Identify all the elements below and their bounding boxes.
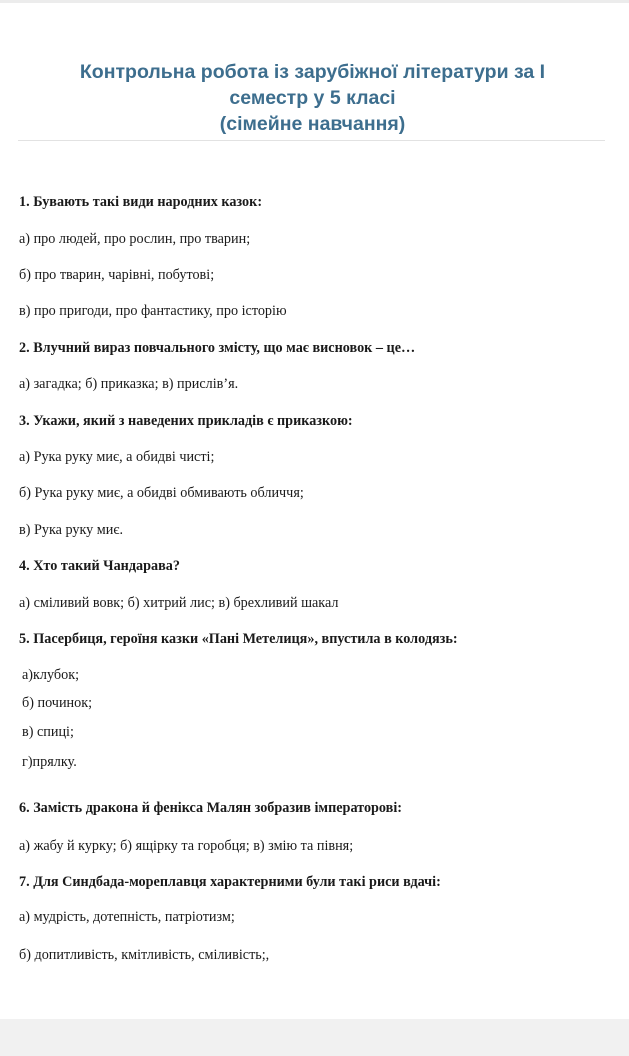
answer-3c: в) Рука руку миє. (19, 522, 124, 538)
answer-3a: а) Рука руку миє, а обидві чисті; (19, 449, 215, 465)
document-page (0, 3, 629, 1019)
answer-5a: а)клубок; (22, 667, 80, 683)
answer-1a: а) про людей, про рослин, про тварин; (19, 231, 251, 247)
answer-1c: в) про пригоди, про фантастику, про історію (19, 303, 287, 319)
bottom-border (0, 1019, 629, 1056)
answer-4: а) сміливий вовк; б) хитрий лис; в) брехливий шакал (19, 595, 339, 611)
answer-3b: б) Рука руку миє, а обидві обмивають обличчя; (19, 485, 304, 501)
question-3: 3. Укажи, який з наведених прикладів є приказкою: (19, 413, 353, 429)
answer-5c: в) спиці; (22, 724, 74, 740)
title-divider (18, 140, 605, 141)
question-4: 4. Хто такий Чандарава? (19, 558, 180, 574)
question-2: 2. Влучний вираз повчального змісту, що має висновок – це… (19, 340, 416, 356)
answer-5b: б) починок; (22, 695, 93, 711)
question-6: 6. Замість дракона й фенікса Малян зобразив імператорові: (19, 800, 402, 816)
title-line-2: семестр у 5 класі (229, 87, 396, 109)
answer-7a: а) мудрість, дотепність, патріотизм; (19, 909, 235, 925)
answer-6: а) жабу й курку; б) ящірку та горобця; в) змію та півня; (19, 838, 354, 854)
answer-7b: б) допитливість, кмітливість, сміливість;, (19, 947, 270, 963)
title-line-3: (сімейне навчання) (219, 113, 406, 135)
answer-1b: б) про тварин, чарівні, побутові; (19, 267, 215, 283)
answer-5d: г)прялку. (22, 754, 77, 770)
document-title (20, 59, 605, 137)
answer-2: а) загадка; б) приказка; в) прислів’я. (19, 376, 239, 392)
title-line-1: Контрольна робота із зарубіжної літератури за І (79, 61, 546, 83)
question-7: 7. Для Синдбада-мореплавця характерними були такі риси вдачі: (19, 874, 441, 890)
question-1: 1. Бувають такі види народних казок: (19, 194, 263, 210)
question-5: 5. Пасербиця, героїня казки «Пані Метелиця», впустила в колодязь: (19, 631, 458, 647)
